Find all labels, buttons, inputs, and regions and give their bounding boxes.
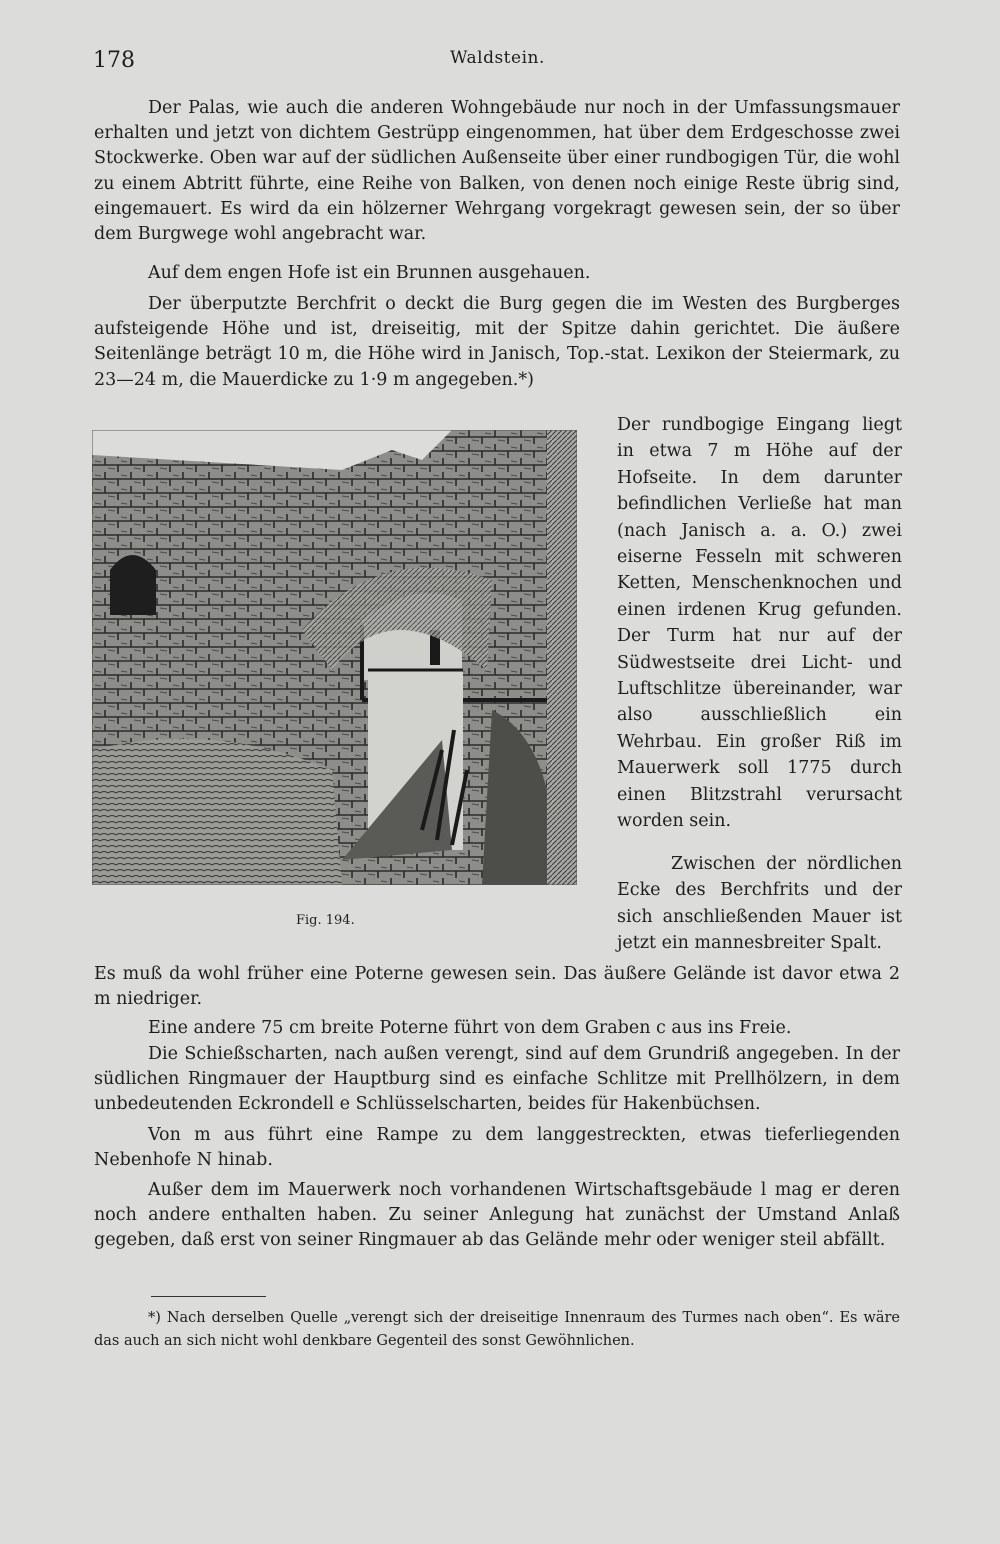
paragraph-spalt: Zwischen der nördlichen Ecke des Berchfrits und der sich anschließenden Mauer ist jetzt ein mannesbreiter Spalt. [617, 854, 902, 954]
paragraph-brunnen: Auf dem engen Hofe ist ein Brunnen ausgehauen. [148, 263, 591, 283]
figure-caption: Fig. 194. [296, 913, 355, 928]
footnote-rule [151, 1296, 266, 1297]
paragraph-schiessscharten: Die Schießscharten, nach außen verengt, sind auf dem Grundriß angegeben. In der südlichen Ringmauer der Hauptburg sind es einfache Schlitze mit Prellhölzern, in dem unbedeutenden Eckrondell e Schlüsselscharten, beides für Hakenbüchsen. [94, 1044, 900, 1115]
paragraph-poterne-graben: Eine andere 75 cm breite Poterne führt von dem Graben c aus ins Freie. [148, 1018, 792, 1038]
paragraph-eingang: Der rundbogige Eingang liegt in etwa 7 m Höhe auf der Hofseite. In dem darunter befindlichen Verließe hat man (nach Janisch a. a. O.) zwei eiserne Fesseln mit schweren Ketten, Menschenknochen und einen irdenen Krug gefunden. Der Turm hat nur auf der Südwestseite drei Licht- und Luftschlitze übereinander, war also ausschließlich ein Wehrbau. Ein großer Riß im Mauerwerk soll 1775 durch einen Blitzstrahl verursacht worden sein. [617, 415, 902, 832]
paragraph-poterne-continued: Es muß da wohl früher eine Poterne gewesen sein. Das äußere Gelände ist davor etwa 2 m niedriger. [94, 964, 900, 1010]
paragraph-palas: Der Palas, wie auch die anderen Wohngebäude nur noch in der Umfassungsmauer erhalten und jetzt von dichtem Gestrüpp eingenommen, hat über dem Erdgeschosse zwei Stockwerke. Oben war auf der südlichen Außenseite über einer rundbogigen Tür, die wohl zu einem Abtritt führte, eine Reihe von Balken, von denen noch einige Reste übrig sind, eingemauert. Es wird da ein hölzerner Wehrgang vorgekragt gewesen sein, der so über dem Burgwege wohl angebracht war. [94, 98, 900, 245]
paragraph-wirtschaftsgebaeude: Außer dem im Mauerwerk noch vorhandenen Wirtschaftsgebäude l mag er deren noch andere enthalten haben. Zu seiner Anlegung hat zunächst der Umstand Anlaß gegeben, daß erst von seiner Ringmauer ab das Gelände mehr oder weniger steil abfällt. [94, 1180, 900, 1251]
paragraph-berchfrit: Der überputzte Berchfrit o deckt die Burg gegen die im Westen des Burgberges aufsteigende Höhe und ist, dreiseitig, mit der Spitze dahin gerichtet. Die äußere Seitenlänge beträgt 10 m, die Höhe wird in Janisch, Top.-stat. Lexikon der Steiermark, zu 23—24 m, die Mauerdicke zu 1·9 m angegeben.*) [94, 294, 900, 390]
page-number: 178 [93, 48, 135, 73]
footnote: *) Nach derselben Quelle „verengt sich der dreiseitige Innenraum des Turmes nach oben“. Es wäre das auch an sich nicht wohl denkbare Gegenteil des sonst Gewöhnlichen. [94, 1310, 900, 1349]
paragraph-rampe: Von m aus führt eine Rampe zu dem langgestreckten, etwas tieferliegenden Nebenhofe N hinab. [94, 1125, 900, 1171]
running-title: Waldstein. [450, 48, 545, 68]
ruin-illustration [92, 430, 577, 885]
